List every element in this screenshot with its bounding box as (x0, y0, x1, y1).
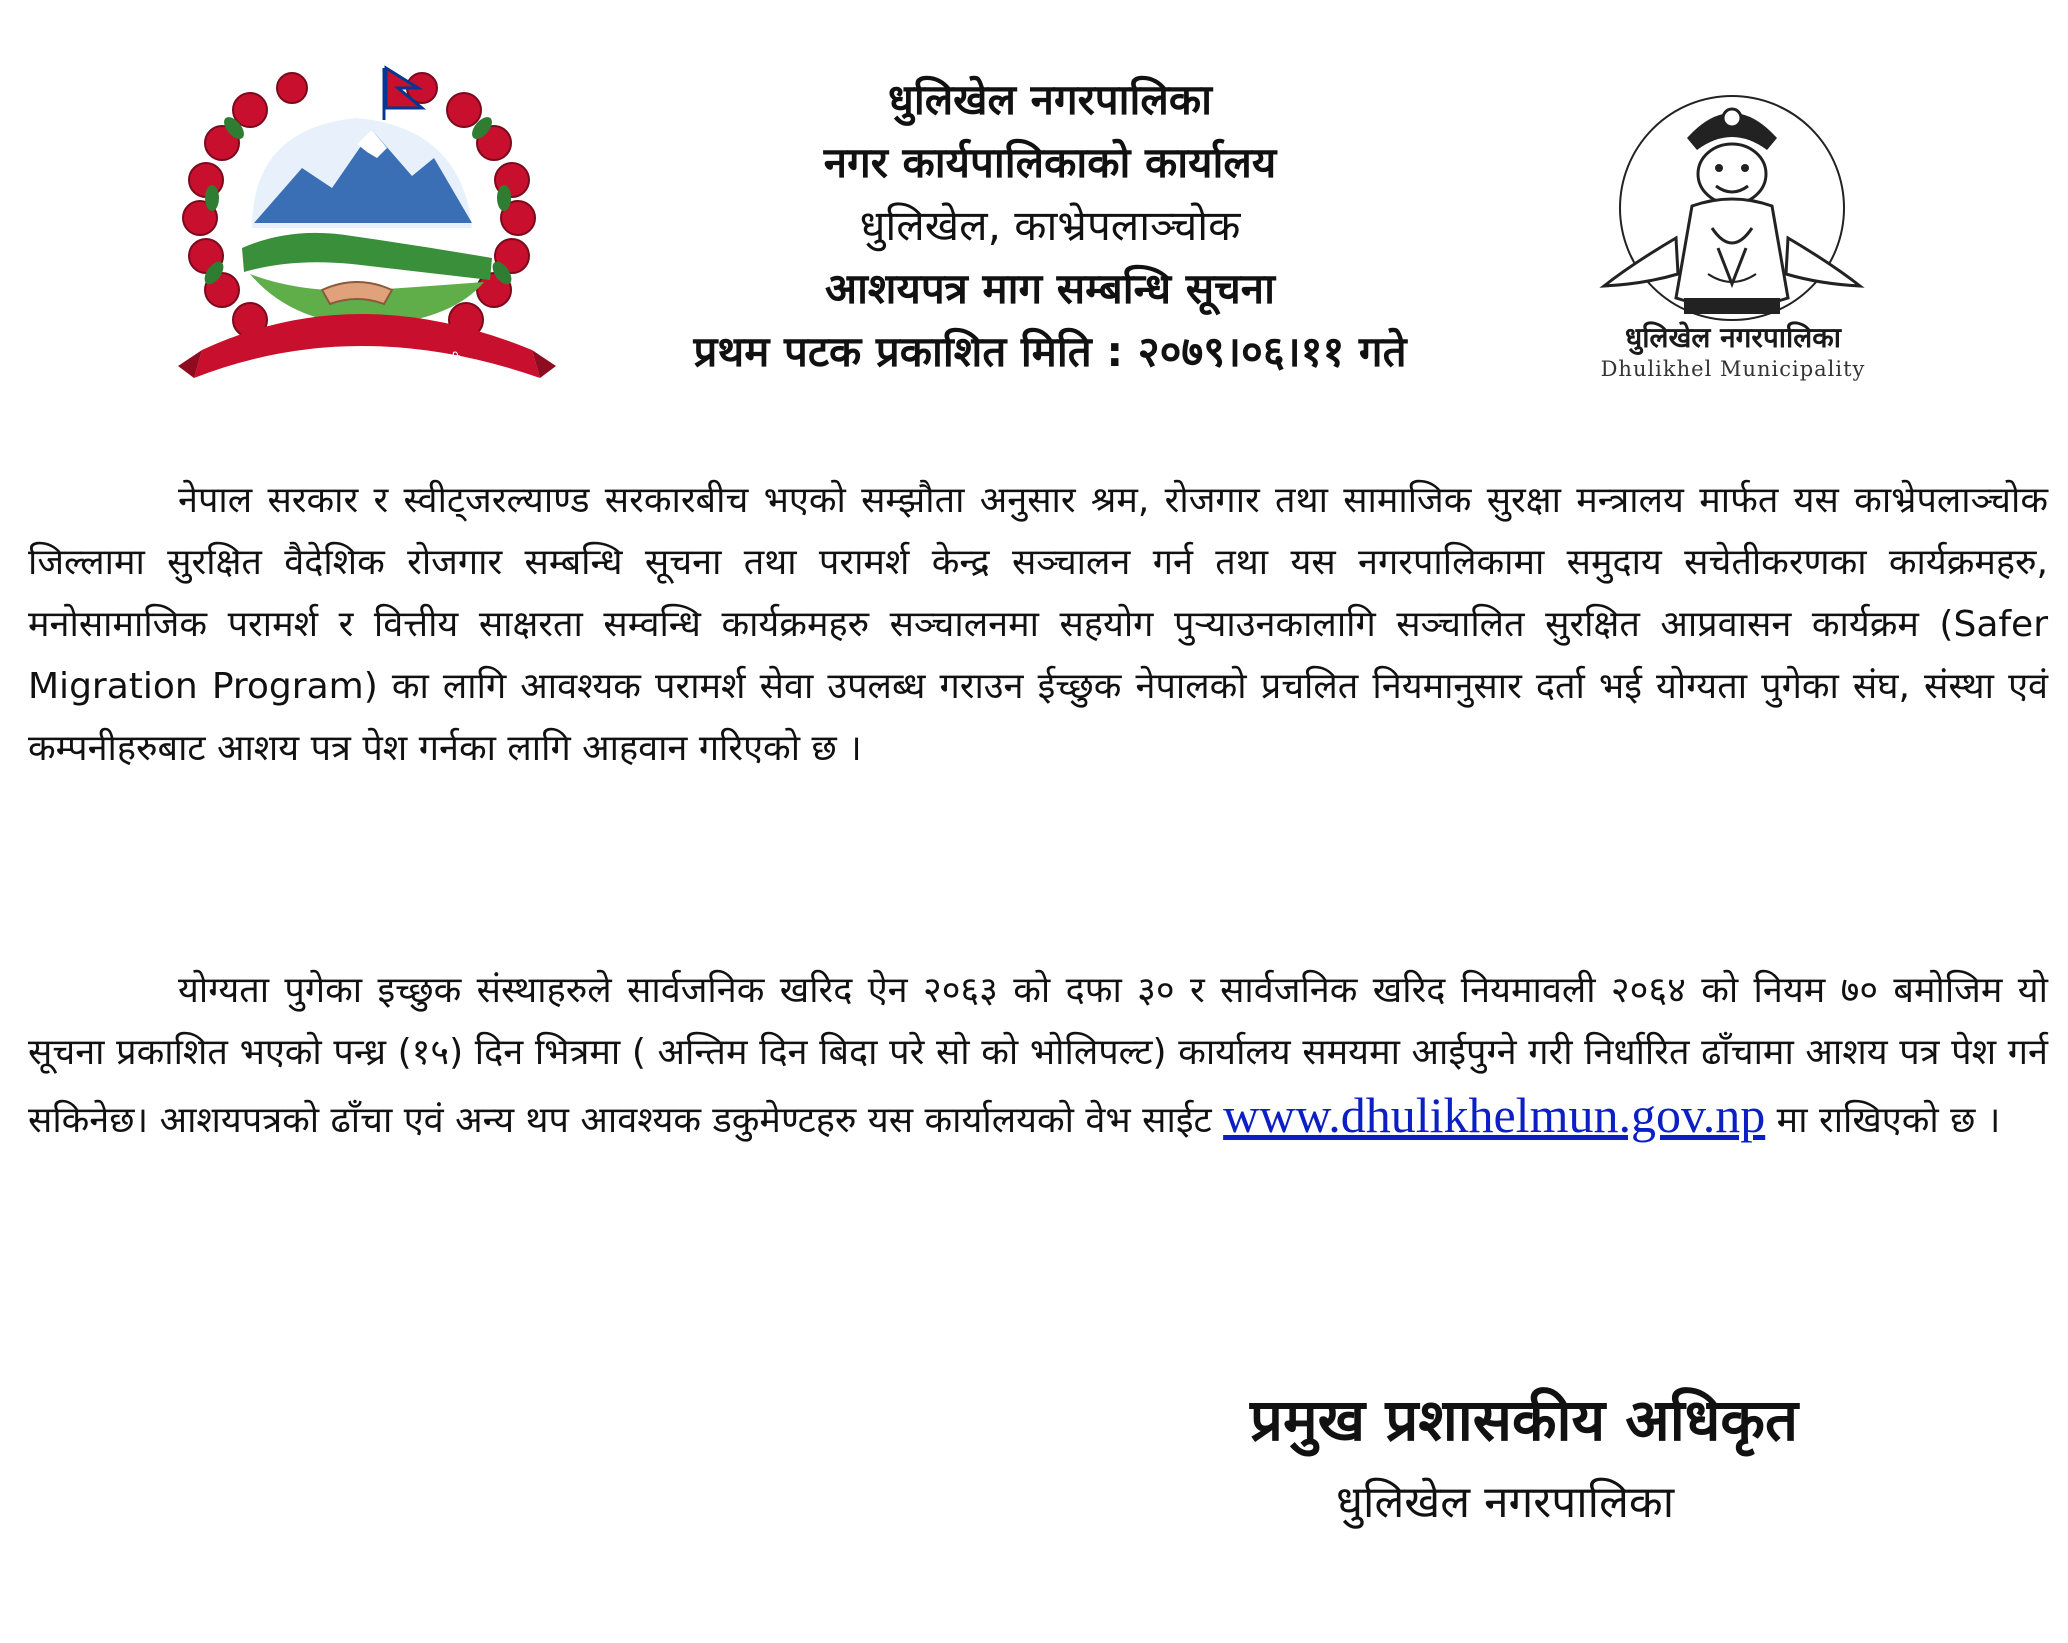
signatory-title: प्रमुख प्रशासकीय अधिकृत (1250, 1386, 1799, 1454)
published-date: प्रथम पटक प्रकाशित मिति : २०७९।०६।११ गते (693, 327, 1407, 376)
website-link[interactable]: www.dhulikhelmun.gov.np (1223, 1087, 1766, 1143)
nepal-government-emblem-icon (172, 58, 562, 398)
paragraph-2-text: योग्यता पुगेका इच्छुक संस्थाहरुले सार्वजनिक खरिद ऐन २०६३ को दफा ३० र सार्वजनिक खरिद नियमावली २०६४ को नियम ७० बमोजिम यो सूचना प्रकाशित भएको पन्ध्र (१५) दिन भित्रमा ( अन्तिम दिन बिदा परे सो को भोलिपल्ट) कार्यालय समयमा आईपुग्ने गरी निर्धारित ढाँचामा आशय पत्र पेश गर्न सकिनेछ। आशयपत्रको ढाँचा एवं अन्य थप आवश्यक डकुमेण्टहरु यस कार्यालयको वेभ साईट (28, 970, 2048, 1141)
office-name: नगर कार्यपालिकाको कार्यालय (823, 138, 1277, 187)
logo-caption-nepali: धुलिखेल नगरपालिका (1625, 321, 1841, 354)
logo-caption-english: Dhulikhel Municipality (1600, 357, 1866, 381)
municipality-name: धुलिखेल नगरपालिका (888, 75, 1212, 124)
notice-paragraph-1 (28, 470, 2048, 780)
notice-paragraph-2 (28, 960, 2048, 1152)
notice-header (0, 0, 2068, 430)
notice-title: आशयपत्र माग सम्बन्धि सूचना (824, 264, 1275, 313)
paragraph-2-end: मा राखिएको छ । (1776, 1100, 2001, 1141)
emblem-motto: जननी जन्मभूमिश्च स्वर्गादपि गरीयसी (274, 352, 460, 368)
notice-title-block (600, 68, 1500, 383)
office-address: धुलिखेल, काभ्रेपलाञ्चोक (859, 201, 1241, 250)
paragraph-1-text: नेपाल सरकार र स्वीट्जरल्याण्ड सरकारबीच भएको सम्झौता अनुसार श्रम, रोजगार तथा सामाजिक सुरक्षा मन्त्रालय मार्फत यस काभ्रेपलाञ्चोक जिल्लामा सुरक्षित वैदेशिक रोजगार सम्बन्धि सूचना तथा परामर्श केन्द्र सञ्चालन गर्न तथा यस नगरपालिकामा समुदाय सचेतीकरणका कार्यक्रमहरु, मनोसामाजिक परामर्श र वित्तीय साक्षरता सम्वन्धि कार्यक्रमहरु सञ्चालनमा सहयोग पुर्‍याउनकालागि सञ्चालित सुरक्षित आप्रवासन कार्यक्रम (Safer Migration Program) का लागि आवश्यक परामर्श सेवा उपलब्ध गराउन ईच्छुक नेपालको प्रचलित नियमानुसार दर्ता भई योग्यता पुगेका संघ, संस्था एवं कम्पनीहरुबाट आशय पत्र पेश गर्नका लागि आहवान गरिएको छ । (28, 480, 2048, 769)
signatory-office: धुलिखेल नगरपालिका (1336, 1477, 1675, 1528)
